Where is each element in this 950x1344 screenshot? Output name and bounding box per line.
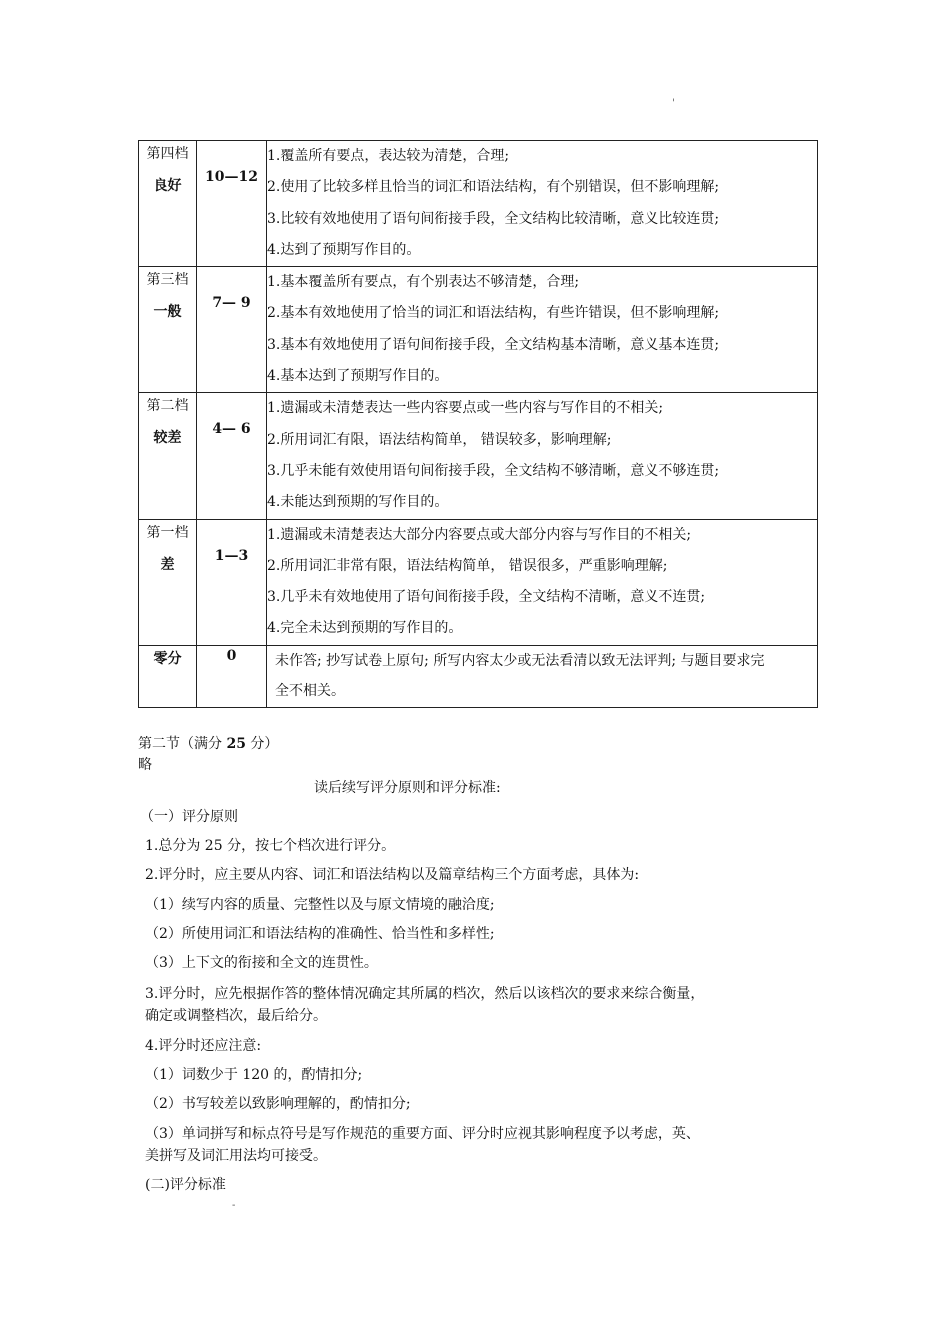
standards-heading: (二)评分标准: [145, 1177, 226, 1193]
level-cell: [139, 393, 197, 519]
principle-line: （2）所使用词汇和语法结构的准确性、恰当性和多样性;: [145, 926, 495, 942]
section-heading-score: 25: [226, 736, 246, 752]
criterion: 4.未能达到预期的写作目的。: [267, 494, 449, 511]
omitted-text: 略: [138, 757, 152, 773]
footer-mark: -: [232, 1200, 236, 1211]
grading-table: [138, 140, 818, 708]
criterion: 1.遗漏或未清楚表达一些内容要点或一些内容与写作目的不相关;: [267, 400, 664, 417]
table-row: [139, 141, 818, 267]
quality-label: 较差: [153, 430, 182, 447]
principle-line: 确定或调整档次，最后给分。: [145, 1008, 327, 1024]
principle-line: 1.总分为 25 分，按七个档次进行评分。: [145, 838, 396, 854]
quality-label: 差: [160, 556, 175, 573]
table-row: [139, 393, 818, 519]
principle-line: （2）书写较差以致影响理解的，酌情扣分;: [145, 1096, 411, 1112]
criterion: 1.基本覆盖所有要点，有个别表达不够清楚，合理;: [267, 274, 580, 291]
level-cell: [139, 141, 197, 267]
criteria-cell: [267, 141, 818, 267]
score-range: 4— 6: [212, 421, 251, 438]
score-range: 7— 9: [212, 295, 251, 312]
criterion: 2.基本有效地使用了恰当的词汇和语法结构，有些许错误，但不影响理解;: [267, 305, 720, 322]
level-cell: [139, 645, 197, 707]
level-label: 第三档: [146, 272, 189, 289]
principle-line: 美拼写及词汇用法均可接受。: [145, 1148, 327, 1164]
criteria-cell: [267, 645, 818, 707]
criterion: 1.覆盖所有要点，表达较为清楚，合理;: [267, 148, 510, 164]
criterion: 3.基本有效地使用了语句间衔接手段，全文结构基本清晰，意义基本连贯;: [267, 336, 720, 353]
section-title: 读后续写评分原则和评分标准:: [314, 780, 501, 796]
table-row: [139, 519, 818, 645]
criterion: 4.基本达到了预期写作目的。: [267, 368, 449, 385]
criterion: 3.几乎未有效地使用了语句间衔接手段，全文结构不清晰，意义不连贯;: [267, 589, 706, 606]
score-range: 1—3: [214, 547, 249, 564]
quality-label: 零分: [153, 650, 182, 667]
score-cell: [197, 393, 267, 519]
criterion: 4.达到了预期写作目的。: [267, 241, 421, 258]
criteria-cell: [267, 267, 818, 393]
zero-criteria-line: 未作答; 抄写试卷上原句; 所写内容太少或无法看清以致无法评判; 与题目要求完: [275, 652, 765, 669]
section-heading-pre: 第二节（满分: [138, 736, 227, 752]
section-heading: [138, 735, 278, 753]
principle-line: （1）续写内容的质量、完整性以及与原文情境的融洽度;: [145, 897, 495, 913]
level-cell: [139, 519, 197, 645]
table-row: [139, 267, 818, 393]
principle-line: （3）上下文的衔接和全文的连贯性。: [145, 955, 378, 971]
quality-label: 良好: [153, 178, 182, 194]
criterion: 3.比较有效地使用了语句间衔接手段，全文结构比较清晰，意义比较连贯;: [267, 210, 720, 227]
criterion: 1.遗漏或未清楚表达大部分内容要点或大部分内容与写作目的不相关;: [267, 526, 692, 543]
criteria-cell: [267, 519, 818, 645]
header-mark: ': [672, 98, 675, 109]
criterion: 2.所用词汇非常有限，语法结构简单， 错误很多，严重影响理解;: [267, 557, 668, 574]
score-cell: [197, 141, 267, 267]
score-range: 10—12: [205, 169, 258, 185]
zero-criteria-line: 全不相关。: [275, 682, 345, 699]
score-cell: [197, 645, 267, 707]
principles-heading: （一）评分原则: [140, 809, 238, 825]
criterion: 4.完全未达到预期的写作目的。: [267, 620, 463, 637]
quality-label: 一般: [153, 304, 182, 321]
section-heading-post: 分）: [245, 736, 279, 752]
criterion: 2.使用了比较多样且恰当的词汇和语法结构，有个别错误，但不影响理解;: [267, 179, 720, 196]
level-label: 第四档: [146, 146, 189, 162]
principle-line: （1）词数少于 120 的，酌情扣分;: [145, 1067, 363, 1083]
principle-line: 4.评分时还应注意:: [145, 1038, 262, 1054]
score-cell: [197, 519, 267, 645]
level-cell: [139, 267, 197, 393]
criterion: 3.几乎未能有效使用语句间衔接手段，全文结构不够清晰，意义不够连贯;: [267, 462, 720, 479]
level-label: 第一档: [146, 524, 189, 541]
principle-line: 3.评分时，应先根据作答的整体情况确定其所属的档次，然后以该档次的要求来综合衡量，: [145, 986, 705, 1002]
principle-line: 2.评分时，应主要从内容、词汇和语法结构以及篇章结构三个方面考虑，具体为:: [145, 867, 640, 883]
criteria-cell: [267, 393, 818, 519]
score-value: 0: [226, 647, 237, 664]
table-row-zero: [139, 645, 818, 707]
level-label: 第二档: [146, 398, 189, 415]
criterion: 2.所用词汇有限，语法结构简单， 错误较多，影响理解;: [267, 431, 612, 448]
principle-line: （3）单词拼写和标点符号是写作规范的重要方面、评分时应视其影响程度予以考虑，英、: [145, 1126, 700, 1142]
score-cell: [197, 267, 267, 393]
